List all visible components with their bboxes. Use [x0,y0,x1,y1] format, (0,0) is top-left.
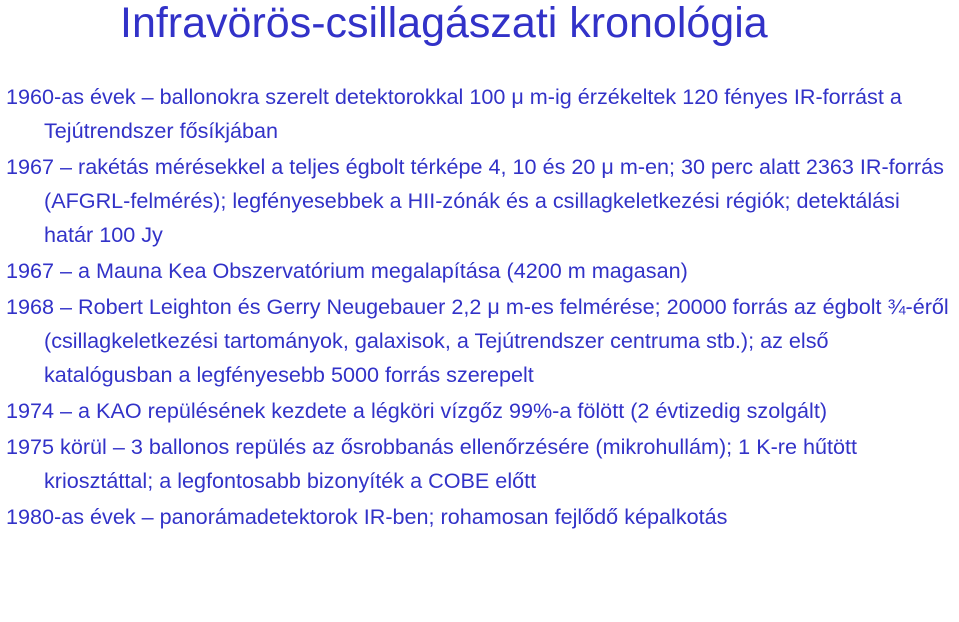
chronology-entry-1968: 1968 – Robert Leighton és Gerry Neugebauer 2,2 μ m-es felmérése; 20000 forrás az égbolt ¾-éről (csillagkeletkezési tartományok, galaxisok, a Tejútrendszer centruma stb.); az első katalógusban a legfényesebb 5000 forrás szerepelt [6,294,949,387]
chronology-entry-1974: 1974 – a KAO repülésének kezdete a légköri vízgőz 99%-a fölött (2 évtizedig szolgált) [6,398,828,423]
chronology-list [6,80,951,534]
chronology-entry-1967-mauna-kea: 1967 – a Mauna Kea Obszervatórium megalapítása (4200 m magasan) [6,258,688,283]
slide-title: Infravörös-csillagászati kronológia [120,0,768,47]
chronology-entry-1960s: 1960-as évek – ballonokra szerelt detektorokkal 100 μ m-ig érzékeltek 120 fényes IR-forrást a Tejútrendszer fősíkjában [6,84,902,143]
chronology-entry-1980s: 1980-as évek – panorámadetektorok IR-ben; rohamosan fejlődő képalkotás [6,504,728,529]
chronology-entry-1975: 1975 körül – 3 ballonos repülés az ősrobbanás ellenőrzésére (mikrohullám); 1 K-re hűtött kriosztáttal; a legfontosabb bizonyíték a COBE előtt [6,434,858,493]
chronology-entry-1967-rocket: 1967 – rakétás mérésekkel a teljes égbolt térképe 4, 10 és 20 μ m-en; 30 perc alatt 2363 IR-forrás (AFGRL-felmérés); legfényesebbek a HII-zónák és a csillagkeletkezési régiók; detektálási határ 100 Jy [6,154,944,247]
